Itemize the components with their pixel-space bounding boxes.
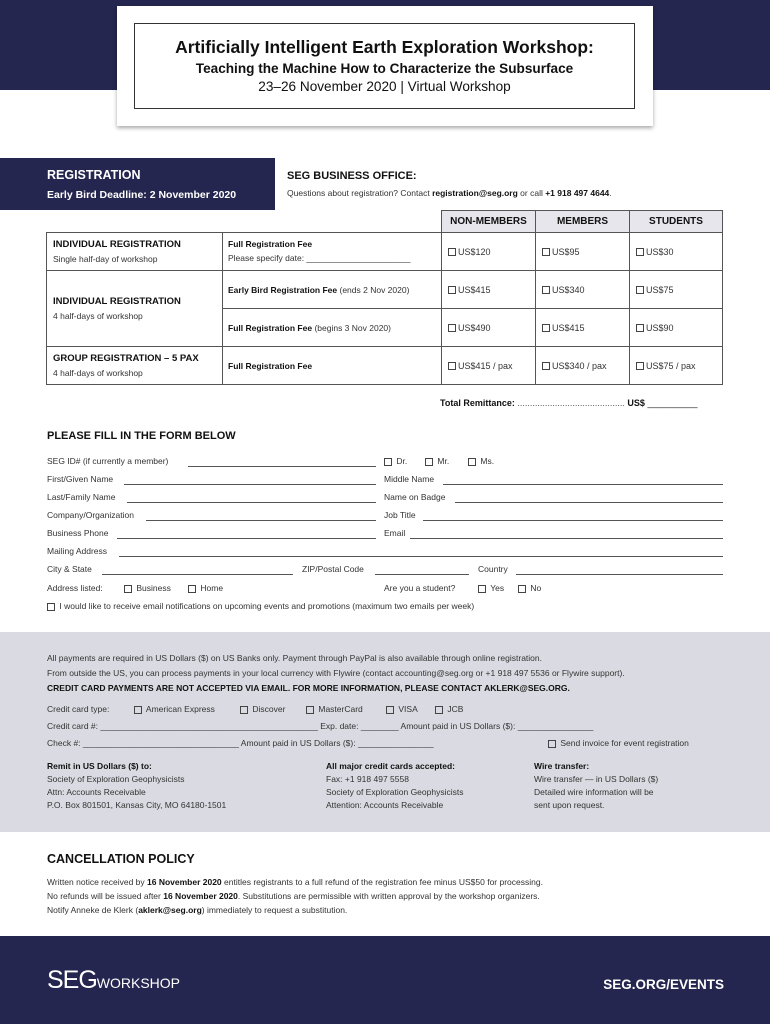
salutation-mr[interactable] — [425, 456, 449, 466]
company-input[interactable] — [146, 520, 376, 521]
logo-main: SEG — [47, 966, 97, 994]
payment-info-3: CREDIT CARD PAYMENTS ARE NOT ACCEPTED VIA EMAIL. FOR MORE INFORMATION, PLEASE CONTACT AKLERK@SEG.ORG. — [47, 683, 570, 693]
middle-name-label: Middle Name — [384, 474, 435, 484]
checkbox[interactable] — [542, 248, 550, 256]
office-text-mid: or call — [517, 188, 546, 198]
office-text-pre: Questions about registration? Contact — [287, 188, 433, 198]
price-value: US$415 — [552, 322, 585, 333]
option-label: No — [530, 583, 542, 593]
card-discover-option[interactable] — [240, 704, 285, 714]
country-input[interactable] — [516, 574, 723, 575]
events-url-link[interactable]: SEG.ORG/EVENTS — [603, 977, 724, 992]
payment-section — [0, 632, 770, 832]
send-invoice-option[interactable] — [548, 738, 689, 748]
price-non-member[interactable] — [441, 346, 536, 385]
price-student[interactable] — [629, 346, 723, 385]
price-value: US$340 / pax — [552, 360, 607, 371]
seg-id-label: SEG ID# (if currently a member) — [47, 456, 169, 466]
remit-line: P.O. Box 801501, Kansas City, MO 64180-1501 — [47, 800, 227, 810]
email-notifications-option[interactable] — [47, 601, 474, 611]
option-label: Home — [200, 583, 224, 593]
card-jcb-option[interactable] — [435, 704, 463, 714]
form-heading: PLEASE FILL IN THE FORM BELOW — [47, 430, 236, 442]
logo-sub: WORKSHOP — [96, 975, 181, 991]
option-label: JCB — [447, 704, 464, 714]
phone-input[interactable] — [117, 538, 376, 539]
checkbox[interactable] — [636, 248, 644, 256]
col-members: MEMBERS — [535, 210, 630, 233]
checkbox[interactable] — [468, 458, 476, 466]
cards-block — [326, 761, 463, 810]
mailing-address-label: Mailing Address — [47, 546, 108, 556]
row-subtitle: Single half-day of workshop — [53, 254, 158, 264]
registration-heading: REGISTRATION — [47, 168, 141, 182]
address-business-option[interactable] — [124, 583, 171, 593]
seg-office-heading: SEG BUSINESS OFFICE: — [287, 170, 417, 182]
cancellation-heading: CANCELLATION POLICY — [47, 852, 195, 866]
check-number-field[interactable]: Check #: _________________________________ Amount paid in US Dollars ($): ________________ — [47, 738, 434, 748]
office-phone: +1 918 497 4644 — [545, 188, 610, 198]
price-student[interactable] — [629, 232, 723, 271]
payment-info-1: All payments are required in US Dollars ($) on US Banks only. Payment through PayPal is also available through online registration. — [47, 653, 542, 663]
checkbox[interactable] — [47, 603, 55, 611]
checkbox[interactable] — [425, 458, 433, 466]
checkbox[interactable] — [636, 286, 644, 294]
text-segment: Notify Anneke de Klerk ( — [47, 905, 139, 915]
total-amount-field[interactable]: __________ — [647, 398, 698, 408]
full-fee-cell — [222, 308, 442, 347]
text-segment: No refunds will be issued after — [47, 891, 164, 901]
credit-card-number-field[interactable]: Credit card #: ______________________________________________ Exp. date: ________ Amount paid in US Dollars ($): ________________ — [47, 721, 594, 731]
wire-line: Wire transfer — in US Dollars ($) — [534, 774, 659, 784]
option-label: I would like to receive email notifications on upcoming events and promotions (maximum two emails per week) — [59, 601, 475, 611]
checkbox[interactable] — [448, 286, 456, 294]
zip-input[interactable] — [375, 574, 469, 575]
row-individual-four — [46, 270, 223, 347]
price-value: US$490 — [458, 322, 491, 333]
address-home-option[interactable] — [188, 583, 223, 593]
row-title: GROUP REGISTRATION – 5 PAX — [53, 353, 199, 364]
middle-name-input[interactable] — [443, 484, 723, 485]
price-non-member[interactable] — [441, 270, 536, 309]
total-remittance — [440, 398, 725, 408]
fee-note: (ends 2 Nov 2020) — [337, 285, 410, 295]
col-students: STUDENTS — [629, 210, 723, 233]
country-label: Country — [478, 564, 508, 574]
fee-label: Full Registration Fee — [228, 239, 313, 249]
row-subtitle: 4 half-days of workshop — [53, 368, 143, 378]
row-group — [46, 346, 223, 385]
email-input[interactable] — [410, 538, 723, 539]
price-value: US$95 — [552, 246, 580, 257]
badge-name-input[interactable] — [455, 502, 723, 503]
office-email-link[interactable]: registration@seg.org — [432, 188, 518, 198]
workshop-title: Artificially Intelligent Earth Exploration Workshop: — [175, 37, 594, 57]
checkbox[interactable] — [636, 324, 644, 332]
price-value: US$120 — [458, 246, 491, 257]
price-member[interactable] — [535, 232, 630, 271]
workshop-subtitle: Teaching the Machine How to Characterize the Subsurface — [195, 61, 574, 76]
price-student[interactable] — [629, 270, 723, 309]
card-amex-option[interactable] — [134, 704, 215, 714]
title-box — [134, 23, 635, 109]
price-value: US$415 / pax — [458, 360, 513, 371]
checkbox[interactable] — [542, 286, 550, 294]
checkbox[interactable] — [542, 362, 550, 370]
zip-label: ZIP/Postal Code — [302, 564, 364, 574]
cards-line: Fax: +1 918 497 5558 — [326, 774, 409, 784]
phone-label: Business Phone — [47, 528, 109, 538]
text-segment: entitles registrants to a full refund of the registration fee minus US$50 for processing. — [221, 877, 543, 887]
option-label: Mr. — [437, 456, 450, 466]
fee-cell — [222, 232, 442, 271]
footer-band — [0, 936, 770, 1024]
contact-email-link[interactable]: aklerk@seg.org — [138, 905, 202, 915]
registration-tab — [0, 158, 275, 210]
cancellation-line-3 — [47, 905, 347, 915]
last-name-input[interactable] — [127, 502, 376, 503]
checkbox[interactable] — [240, 706, 248, 714]
option-label: Discover — [252, 704, 286, 714]
job-title-input[interactable] — [423, 520, 723, 521]
option-label: Ms. — [480, 456, 495, 466]
salutation-ms[interactable] — [468, 456, 494, 466]
office-text-end: . — [609, 188, 612, 198]
seg-business-office — [287, 170, 757, 198]
group-fee-cell — [222, 346, 442, 385]
price-member[interactable] — [535, 346, 630, 385]
cards-line: Society of Exploration Geophysicists — [326, 787, 464, 797]
remit-title: Remit in US Dollars ($) to: — [47, 761, 152, 771]
remit-line: Attn: Accounts Receivable — [47, 787, 146, 797]
first-name-input[interactable] — [124, 484, 376, 485]
price-value: US$415 — [458, 284, 491, 295]
wire-line: sent upon request. — [534, 800, 605, 810]
student-yes-option[interactable] — [478, 583, 504, 593]
last-name-label: Last/Family Name — [47, 492, 116, 502]
deadline-date: 16 November 2020 — [147, 877, 222, 887]
badge-name-label: Name on Badge — [384, 492, 446, 502]
price-value: US$30 — [646, 246, 674, 257]
price-non-member[interactable] — [441, 232, 536, 271]
checkbox[interactable] — [384, 458, 392, 466]
seg-workshop-logo — [47, 966, 180, 995]
address-listed-label: Address listed: — [47, 583, 103, 593]
cancellation-line-2 — [47, 891, 540, 901]
card-type-label: Credit card type: — [47, 704, 110, 714]
option-label: MasterCard — [318, 704, 363, 714]
checkbox[interactable] — [386, 706, 394, 714]
checkbox[interactable] — [448, 362, 456, 370]
city-state-input[interactable] — [102, 574, 293, 575]
first-name-label: First/Given Name — [47, 474, 114, 484]
fee-label: Early Bird Registration Fee — [228, 285, 338, 295]
wire-line: Detailed wire information will be — [534, 787, 654, 797]
card-visa-option[interactable] — [386, 704, 418, 714]
remit-block — [47, 761, 226, 810]
total-currency: US$ — [627, 398, 645, 408]
specify-date[interactable]: Please specify date: ______________________ — [228, 253, 411, 263]
remit-line: Society of Exploration Geophysicists — [47, 774, 185, 784]
price-non-member[interactable] — [441, 308, 536, 347]
option-label: VISA — [398, 704, 418, 714]
checkbox[interactable] — [435, 706, 443, 714]
city-state-label: City & State — [47, 564, 92, 574]
checkbox[interactable] — [448, 324, 456, 332]
job-title-label: Job Title — [384, 510, 416, 520]
total-label: Total Remittance: — [440, 398, 515, 408]
wire-title: Wire transfer: — [534, 761, 590, 771]
wire-block — [534, 761, 658, 810]
fee-label: Full Registration Fee — [228, 323, 313, 333]
payment-info-2: From outside the US, you can process payments in your local currency with Flywire (contact accounting@seg.org or +1 918 497 5536 or Flywire support). — [47, 668, 625, 678]
option-label: American Express — [145, 704, 215, 714]
text-segment: Written notice received by — [47, 877, 147, 887]
student-question: Are you a student? — [384, 583, 456, 593]
early-bird-fee-cell — [222, 270, 442, 309]
price-member[interactable] — [535, 308, 630, 347]
checkbox[interactable] — [636, 362, 644, 370]
col-non-members: NON-MEMBERS — [441, 210, 536, 233]
fee-label: Full Registration Fee — [228, 361, 313, 371]
mailing-address-input[interactable] — [119, 556, 723, 557]
row-subtitle: 4 half-days of workshop — [53, 311, 143, 321]
option-label: Business — [136, 583, 171, 593]
early-bird-deadline: Early Bird Deadline: 2 November 2020 — [47, 189, 237, 201]
checkbox[interactable] — [542, 324, 550, 332]
student-no-option[interactable] — [518, 583, 541, 593]
workshop-dates: 23–26 November 2020 | Virtual Workshop — [258, 79, 511, 94]
checkbox[interactable] — [188, 585, 196, 593]
deadline-date: 16 November 2020 — [163, 891, 238, 901]
card-mastercard-option[interactable] — [306, 704, 363, 714]
total-dots: ........................................... — [517, 398, 625, 408]
salutation-dr[interactable] — [384, 456, 407, 466]
option-label: Send invoice for event registration — [560, 738, 689, 748]
cards-line: Attention: Accounts Receivable — [326, 800, 444, 810]
price-value: US$75 / pax — [646, 360, 696, 371]
price-value: US$340 — [552, 284, 585, 295]
row-title: INDIVIDUAL REGISTRATION — [53, 296, 181, 307]
text-segment: . Substitutions are permissible with written approval by the workshop organizers. — [237, 891, 540, 901]
price-value: US$75 — [646, 284, 674, 295]
text-segment: ) immediately to request a substitution. — [201, 905, 348, 915]
fee-note: (begins 3 Nov 2020) — [312, 323, 391, 333]
checkbox[interactable] — [518, 585, 526, 593]
price-value: US$90 — [646, 322, 674, 333]
seg-office-text — [287, 188, 757, 198]
cancellation-line-1 — [47, 877, 543, 887]
checkbox[interactable] — [306, 706, 314, 714]
option-label: Dr. — [396, 456, 408, 466]
checkbox[interactable] — [134, 706, 142, 714]
checkbox[interactable] — [448, 248, 456, 256]
checkbox[interactable] — [124, 585, 132, 593]
cards-title: All major credit cards accepted: — [326, 761, 455, 771]
title-card — [117, 6, 653, 126]
checkbox[interactable] — [478, 585, 486, 593]
seg-id-input[interactable] — [188, 466, 376, 467]
checkbox[interactable] — [548, 740, 556, 748]
option-label: Yes — [490, 583, 505, 593]
email-label: Email — [384, 528, 406, 538]
price-student[interactable] — [629, 308, 723, 347]
company-label: Company/Organization — [47, 510, 134, 520]
price-member[interactable] — [535, 270, 630, 309]
row-individual-single — [46, 232, 223, 271]
row-title: INDIVIDUAL REGISTRATION — [53, 239, 181, 250]
